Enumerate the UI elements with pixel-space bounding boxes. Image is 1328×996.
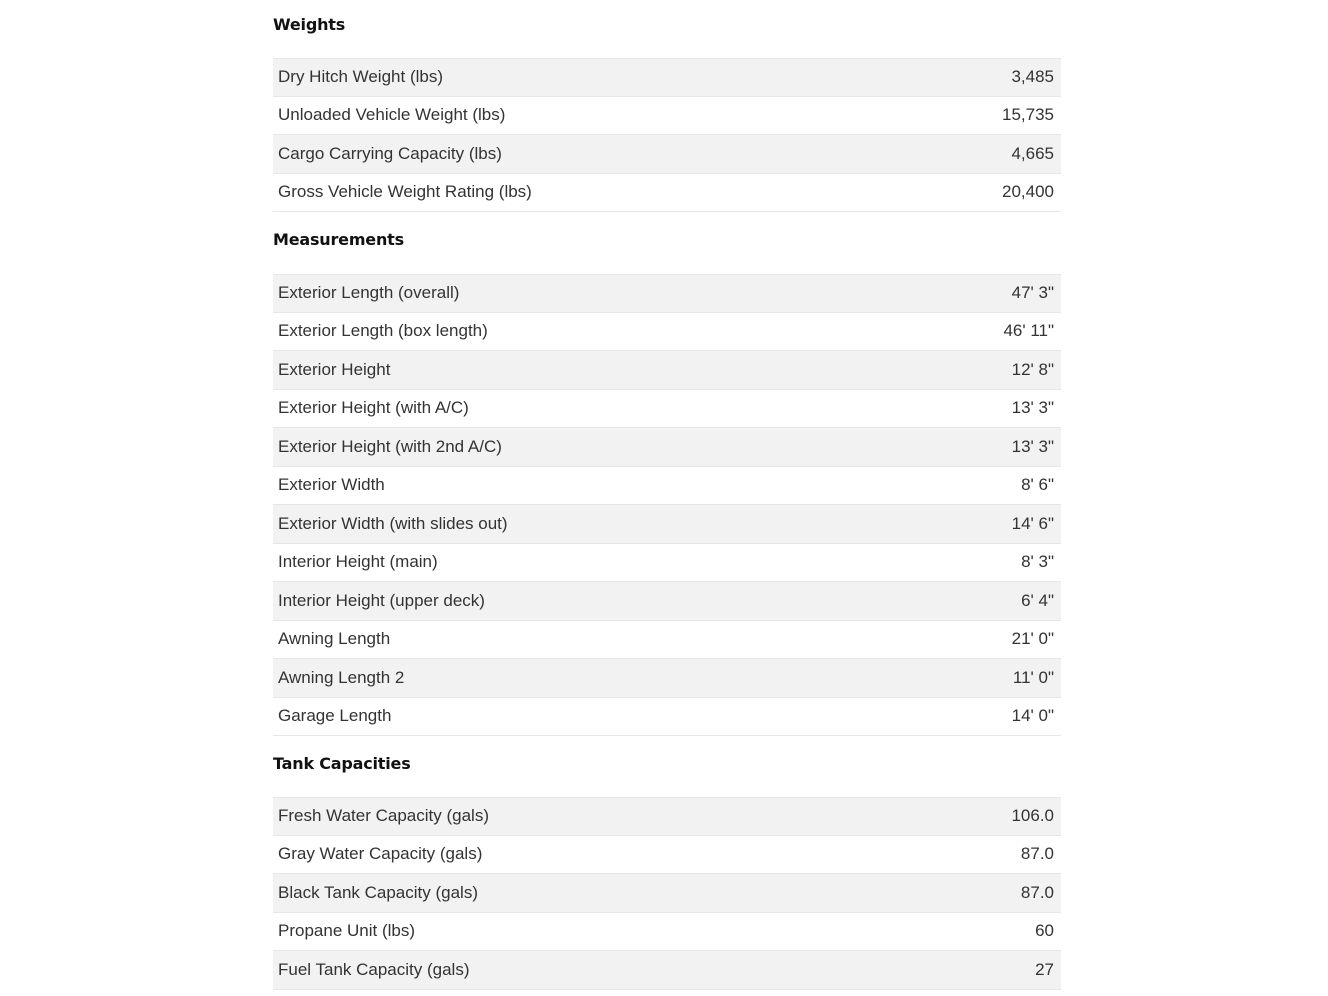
row-value: 8' 6": [1021, 475, 1054, 495]
row-label: Exterior Height (with 2nd A/C): [278, 436, 502, 456]
row-label: Exterior Width: [278, 475, 385, 495]
row-label: Exterior Height (with A/C): [278, 398, 469, 418]
table-row: [273, 351, 1061, 390]
table-row: [273, 698, 1061, 737]
row-label: Awning Length 2: [278, 667, 405, 687]
table-row: [273, 544, 1061, 583]
row-label: Interior Height (upper deck): [278, 590, 485, 610]
row-value: 3,485: [1011, 67, 1054, 87]
table-row: [273, 582, 1061, 621]
row-value: 106.0: [1011, 806, 1054, 826]
row-value: 12' 8": [1011, 359, 1054, 379]
table-row: [273, 428, 1061, 467]
row-label: Gray Water Capacity (gals): [278, 844, 483, 864]
row-label: Gross Vehicle Weight Rating (lbs): [278, 182, 532, 202]
table-row: [273, 913, 1061, 952]
table-row: [273, 97, 1061, 136]
table-row: [273, 621, 1061, 660]
row-label: Unloaded Vehicle Weight (lbs): [278, 105, 506, 125]
table-row: [273, 951, 1061, 990]
table-row: [273, 836, 1061, 875]
row-label: Fresh Water Capacity (gals): [278, 806, 489, 826]
row-value: 47' 3": [1011, 283, 1054, 303]
section-title-measurements: Measurements: [273, 230, 404, 249]
row-label: Garage Length: [278, 706, 392, 726]
weights-table: [273, 58, 1061, 212]
row-label: Exterior Width (with slides out): [278, 513, 508, 533]
table-row: [273, 467, 1061, 506]
table-row: [273, 274, 1061, 313]
section-title-weights: Weights: [273, 15, 346, 34]
row-value: 15,735: [1002, 105, 1054, 125]
measurements-table: [273, 274, 1061, 736]
row-label: Cargo Carrying Capacity (lbs): [278, 143, 502, 163]
row-label: Interior Height (main): [278, 552, 438, 572]
row-label: Dry Hitch Weight (lbs): [278, 67, 443, 87]
row-value: 20,400: [1002, 182, 1054, 202]
row-value: 6' 4": [1021, 590, 1054, 610]
table-row: [273, 174, 1061, 213]
row-value: 27: [1035, 959, 1054, 979]
row-value: 14' 0": [1011, 706, 1054, 726]
table-row: [273, 313, 1061, 352]
row-value: 60: [1035, 921, 1054, 941]
row-label: Black Tank Capacity (gals): [278, 882, 478, 902]
table-row: [273, 58, 1061, 97]
table-row: [273, 797, 1061, 836]
row-value: 8' 3": [1021, 552, 1054, 572]
table-row: [273, 390, 1061, 429]
table-row: [273, 659, 1061, 698]
row-label: Awning Length: [278, 629, 391, 649]
row-value: 87.0: [1020, 844, 1054, 864]
row-label: Fuel Tank Capacity (gals): [278, 959, 470, 979]
row-value: 21' 0": [1011, 629, 1054, 649]
row-value: 87.0: [1020, 882, 1054, 902]
tank-capacities-table: [273, 797, 1061, 990]
section-title-tank-capacities: Tank Capacities: [273, 754, 411, 773]
table-row: [273, 135, 1061, 174]
row-value: 4,665: [1011, 143, 1054, 163]
row-value: 13' 3": [1011, 398, 1054, 418]
row-label: Propane Unit (lbs): [278, 921, 416, 941]
row-label: Exterior Length (box length): [278, 321, 488, 341]
row-value: 13' 3": [1011, 436, 1054, 456]
row-label: Exterior Length (overall): [278, 283, 460, 303]
row-label: Exterior Height: [278, 359, 391, 379]
row-value: 11' 0": [1012, 667, 1054, 687]
table-row: [273, 874, 1061, 913]
table-row: [273, 505, 1061, 544]
row-value: 14' 6": [1011, 513, 1054, 533]
row-value: 46' 11": [1003, 321, 1054, 341]
